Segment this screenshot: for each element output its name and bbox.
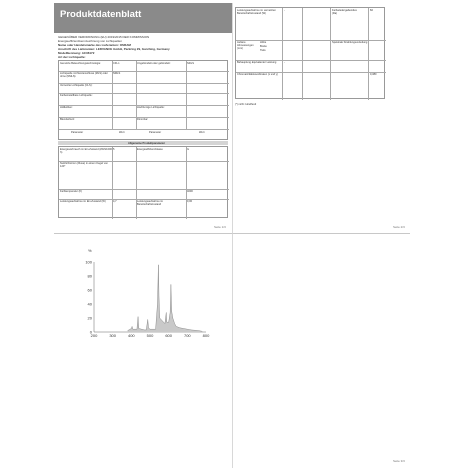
header-band	[54, 3, 232, 33]
y-tick-label: 20	[87, 315, 92, 321]
table-cell: Leistungsaufnahme im Ein-Zustand (W)	[60, 200, 106, 203]
supplier-name: Name oder Handelsmarke des Lieferanten: OSRAM	[58, 43, 131, 47]
page-title: Produktdatenblatt	[60, 9, 142, 20]
x-tick-label: 500	[146, 333, 154, 338]
page-2	[232, 3, 410, 233]
table-cell: Höhe	[260, 41, 267, 44]
param-header: Wert	[119, 131, 125, 134]
x-tick-label: 300	[109, 333, 117, 338]
supplier-address: Anschrift des Lieferanten: LEDVANCE GmbH, Parkring 29, Garching, Germany	[58, 47, 170, 51]
section-heading: Allgemeine Produktparameter	[128, 141, 165, 145]
table-cell: 0,00	[187, 200, 193, 203]
table-cell: -	[284, 9, 285, 12]
table-cell: Chromatizitätskoordinaten (x und y)	[237, 73, 278, 76]
table-cell: NMLS	[113, 72, 121, 75]
page-4	[232, 233, 410, 468]
y-tick-label: 60	[87, 287, 92, 293]
y-tick-label: 0	[89, 329, 92, 335]
x-tick-label: 700	[183, 333, 191, 338]
page-number: Seite 2/3	[393, 225, 405, 229]
type-table	[58, 60, 228, 140]
section-bar	[58, 141, 228, 145]
intro-line-1: GEGENÜBER VERORDNUNG (EU) 2019/2015 DER KOMMISSION	[58, 35, 150, 39]
table-cell: Vernetzte Lichtquelle (CLS):	[60, 84, 93, 87]
table-cell: Lichtquelle mit Netzanschluss (MLS) oder ohne (NMLS):	[60, 72, 108, 79]
table-cell: Genutzte Beleuchtungstechnologie:	[60, 62, 101, 65]
y-unit-label: %	[88, 248, 92, 253]
table-cell: Dimmbar:	[137, 118, 149, 121]
table-cell: G	[187, 148, 190, 151]
page-3	[54, 233, 232, 468]
table-cell: 0,380	[370, 73, 377, 76]
table-cell: Hochlumige Lichtquelle:	[137, 106, 165, 109]
spectrum-chart	[54, 244, 232, 364]
params-table	[58, 146, 228, 218]
table-cell: NDLS	[187, 62, 194, 65]
table-cell: -	[284, 61, 285, 64]
page-number: Seite 3/3	[393, 459, 405, 463]
table-cell: Energieeffizienzklasse	[137, 148, 163, 151]
table-cell: 4,7	[113, 200, 117, 203]
x-tick-label: 800	[202, 333, 210, 338]
table-cell: 4000	[187, 190, 193, 193]
spectrum-line	[128, 265, 203, 332]
table-cell: Hüllkolben:	[60, 106, 73, 109]
footnote: (*) nicht zutreffend	[235, 103, 257, 106]
y-tick-label: 100	[85, 259, 92, 265]
type-heading: Art der Lichtquelle:	[58, 55, 86, 59]
model-id: Modellkennung: AC36172	[58, 51, 95, 55]
y-tick-label: 80	[87, 273, 92, 279]
page-number: Seite 1/3	[214, 225, 226, 229]
table-cell: Breite	[260, 45, 267, 48]
x-tick-label: 400	[127, 333, 135, 338]
table-cell: Leistungsaufnahme im vernetzten Bereitschaftszustand (W)	[237, 9, 276, 16]
param-header: Parameter	[71, 131, 84, 134]
table-cell: Leistungsaufnahme im Bereitschaftszustand	[137, 200, 164, 207]
intro-line-2: Energieeffizienzkennzeichnung von Lichtquellen	[58, 39, 122, 43]
table-cell: Farbwiedergabeindex (Ra)	[332, 9, 357, 16]
table-cell: Farbtemperatur (K)	[60, 190, 83, 193]
continued-table	[235, 7, 385, 99]
table-cell: 82	[370, 9, 373, 12]
x-tick-label: 600	[165, 333, 173, 338]
table-cell: 5	[113, 148, 115, 151]
table-cell: CFLn	[113, 62, 120, 65]
y-tick-label: 40	[87, 301, 92, 307]
table-cell: Energieverbrauch im Ein-Zustand (kWh/1000 h)	[60, 148, 112, 155]
table-cell: Behauptung äquivalenter Leistung	[237, 61, 277, 64]
table-cell: Blendschutz:	[60, 118, 75, 121]
param-header: Wert	[199, 131, 205, 134]
table-cell: Tiefe	[260, 49, 266, 52]
table-cell: Nutzlichtstrom (Φuse) in einem Kegel von 120°	[60, 162, 108, 169]
page-1	[54, 3, 232, 233]
x-tick-label: 200	[90, 333, 98, 338]
table-cell: Farbeinstellbare Lichtquelle:	[60, 94, 93, 97]
param-header: Parameter	[149, 131, 162, 134]
table-cell: Spektrale Strahlungsverteilung	[332, 41, 368, 44]
table-cell: Äußere Abmessungen (mm)	[237, 41, 254, 51]
table-cell: Ungebündelt oder gebündelt:	[137, 62, 171, 65]
